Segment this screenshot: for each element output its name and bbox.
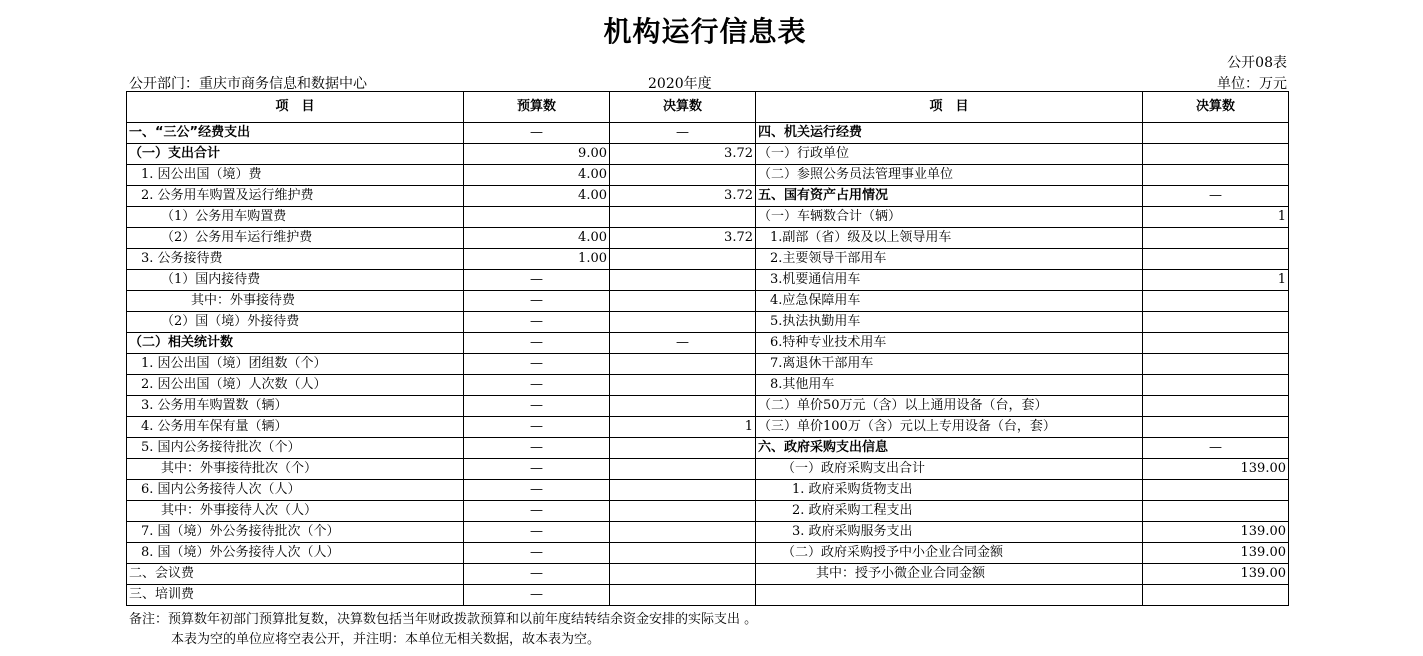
left-item: 2. 公务用车购置及运行维护费 (127, 186, 464, 207)
left-item: 7. 国（境）外公务接待批次（个） (127, 522, 464, 543)
left-item: 3. 公务接待费 (127, 249, 464, 270)
left-item: 5. 国内公务接待批次（个） (127, 438, 464, 459)
left-budget: — (464, 396, 610, 417)
left-budget: 9.00 (464, 144, 610, 165)
left-budget: — (464, 417, 610, 438)
table-row (127, 270, 1289, 291)
right-actual (1143, 249, 1289, 270)
right-item: （一）车辆数合计（辆） (756, 207, 1143, 228)
year-label: 2020年度 (648, 76, 712, 92)
table-row (127, 375, 1289, 396)
left-budget: — (464, 543, 610, 564)
table-row (127, 249, 1289, 270)
left-item: （1）公务用车购置费 (127, 207, 464, 228)
left-item: （一）支出合计 (127, 144, 464, 165)
right-item: 五、国有资产占用情况 (756, 186, 1143, 207)
left-item: 3. 公务用车购置数（辆） (127, 396, 464, 417)
left-budget: — (464, 375, 610, 396)
table-row (127, 543, 1289, 564)
right-actual (1143, 501, 1289, 522)
left-actual (610, 438, 756, 459)
left-item: 4. 公务用车保有量（辆） (127, 417, 464, 438)
right-item: 4.应急保障用车 (756, 291, 1143, 312)
left-budget: — (464, 459, 610, 480)
left-actual: — (610, 333, 756, 354)
table-row (127, 333, 1289, 354)
right-actual (1143, 228, 1289, 249)
header-actual: 决算数 (610, 92, 756, 123)
left-actual (610, 207, 756, 228)
left-budget: — (464, 522, 610, 543)
right-item: 6.特种专业技术用车 (756, 333, 1143, 354)
left-actual: 3.72 (610, 186, 756, 207)
left-budget: — (464, 291, 610, 312)
table-row (127, 438, 1289, 459)
right-actual: 1 (1143, 270, 1289, 291)
left-item: （二）相关统计数 (127, 333, 464, 354)
right-item: 2. 政府采购工程支出 (756, 501, 1143, 522)
right-item: 3.机要通信用车 (756, 270, 1143, 291)
right-actual (1143, 144, 1289, 165)
table-row (127, 207, 1289, 228)
header-actual-right: 决算数 (1143, 92, 1289, 123)
left-item: （2）国（境）外接待费 (127, 312, 464, 333)
left-actual (610, 312, 756, 333)
right-item: （三）单价100万（含）元以上专用设备（台，套） (756, 417, 1143, 438)
table-row (127, 417, 1289, 438)
right-actual (1143, 585, 1289, 606)
left-actual (610, 354, 756, 375)
left-budget: — (464, 501, 610, 522)
left-actual: 3.72 (610, 228, 756, 249)
left-actual (610, 165, 756, 186)
right-actual: — (1143, 438, 1289, 459)
table-header-row (127, 92, 1289, 123)
right-item: 1. 政府采购货物支出 (756, 480, 1143, 501)
left-budget: — (464, 438, 610, 459)
left-budget: 4.00 (464, 186, 610, 207)
right-item: （二）政府采购授予中小企业合同金额 (756, 543, 1143, 564)
left-actual: — (610, 123, 756, 144)
left-actual (610, 501, 756, 522)
right-actual (1143, 333, 1289, 354)
table-row (127, 501, 1289, 522)
table-row (127, 354, 1289, 375)
left-budget: 4.00 (464, 228, 610, 249)
left-budget: 4.00 (464, 165, 610, 186)
right-actual (1143, 165, 1289, 186)
left-actual: 1 (610, 417, 756, 438)
table-row (127, 396, 1289, 417)
header-item: 项 目 (127, 92, 464, 123)
left-actual (610, 543, 756, 564)
table-row (127, 144, 1289, 165)
left-item: 6. 国内公务接待人次（人） (127, 480, 464, 501)
right-actual: 139.00 (1143, 543, 1289, 564)
left-item: 其中：外事接待批次（个） (127, 459, 464, 480)
left-item: 1. 因公出国（境）团组数（个） (127, 354, 464, 375)
right-item: 7.离退休干部用车 (756, 354, 1143, 375)
right-actual (1143, 375, 1289, 396)
left-budget: — (464, 123, 610, 144)
left-item: 1. 因公出国（境）费 (127, 165, 464, 186)
page-title: 机构运行信息表 (603, 15, 807, 48)
left-actual (610, 585, 756, 606)
left-budget: 1.00 (464, 249, 610, 270)
right-actual (1143, 291, 1289, 312)
right-actual: — (1143, 186, 1289, 207)
right-item: 5.执法执勤用车 (756, 312, 1143, 333)
right-actual (1143, 417, 1289, 438)
right-actual (1143, 123, 1289, 144)
left-item: 其中：外事接待人次（人） (127, 501, 464, 522)
right-item: （一）行政单位 (756, 144, 1143, 165)
right-item: （二）参照公务员法管理事业单位 (756, 165, 1143, 186)
left-actual (610, 459, 756, 480)
right-actual (1143, 480, 1289, 501)
left-actual (610, 249, 756, 270)
left-item: （1）国内接待费 (127, 270, 464, 291)
header-budget: 预算数 (464, 92, 610, 123)
left-budget: — (464, 270, 610, 291)
right-actual (1143, 396, 1289, 417)
right-item: （一）政府采购支出合计 (756, 459, 1143, 480)
left-actual (610, 564, 756, 585)
table-row (127, 480, 1289, 501)
right-actual: 139.00 (1143, 522, 1289, 543)
left-budget: — (464, 333, 610, 354)
header-item-right: 项 目 (756, 92, 1143, 123)
right-actual: 139.00 (1143, 459, 1289, 480)
unit-label: 单位：万元 (1217, 76, 1287, 92)
table-row (127, 291, 1289, 312)
left-item: 二、会议费 (127, 564, 464, 585)
right-item: 1.副部（省）级及以上领导用车 (756, 228, 1143, 249)
table-row (127, 123, 1289, 144)
left-budget: — (464, 312, 610, 333)
right-item: 四、机关运行经费 (756, 123, 1143, 144)
left-item: 8. 国（境）外公务接待人次（人） (127, 543, 464, 564)
table-row (127, 564, 1289, 585)
left-item: 2. 因公出国（境）人次数（人） (127, 375, 464, 396)
right-actual (1143, 312, 1289, 333)
info-table (126, 91, 1289, 606)
right-item: 8.其他用车 (756, 375, 1143, 396)
left-budget: — (464, 585, 610, 606)
left-actual (610, 522, 756, 543)
department-label: 公开部门：重庆市商务信息和数据中心 (129, 76, 367, 92)
left-actual: 3.72 (610, 144, 756, 165)
left-budget: — (464, 480, 610, 501)
right-item (756, 585, 1143, 606)
footnote-remark: 备注：预算数年初部门预算批复数，决算数包括当年财政拨款预算和以前年度结转结余资金安排的实际支出 。 (129, 612, 758, 627)
table-row (127, 228, 1289, 249)
table-row (127, 459, 1289, 480)
table-row (127, 186, 1289, 207)
right-item: （二）单价50万元（含）以上通用设备（台，套） (756, 396, 1143, 417)
right-actual: 1 (1143, 207, 1289, 228)
footnote-empty-notice: 本表为空的单位应将空表公开，并注明：本单位无相关数据，故本表为空。 (171, 632, 601, 647)
right-item: 六、政府采购支出信息 (756, 438, 1143, 459)
form-number: 公开08表 (1227, 55, 1287, 71)
left-item: 一、“三公”经费支出 (127, 123, 464, 144)
left-item: 三、培训费 (127, 585, 464, 606)
left-budget: — (464, 354, 610, 375)
table-row (127, 585, 1289, 606)
right-item: 2.主要领导干部用车 (756, 249, 1143, 270)
right-actual (1143, 354, 1289, 375)
left-actual (610, 375, 756, 396)
table-row (127, 312, 1289, 333)
right-item: 其中：授予小微企业合同金额 (756, 564, 1143, 585)
left-item: （2）公务用车运行维护费 (127, 228, 464, 249)
left-actual (610, 270, 756, 291)
left-actual (610, 396, 756, 417)
right-actual: 139.00 (1143, 564, 1289, 585)
table-row (127, 165, 1289, 186)
left-budget (464, 207, 610, 228)
left-budget: — (464, 564, 610, 585)
right-item: 3. 政府采购服务支出 (756, 522, 1143, 543)
left-actual (610, 480, 756, 501)
table-row (127, 522, 1289, 543)
left-item: 其中：外事接待费 (127, 291, 464, 312)
left-actual (610, 291, 756, 312)
